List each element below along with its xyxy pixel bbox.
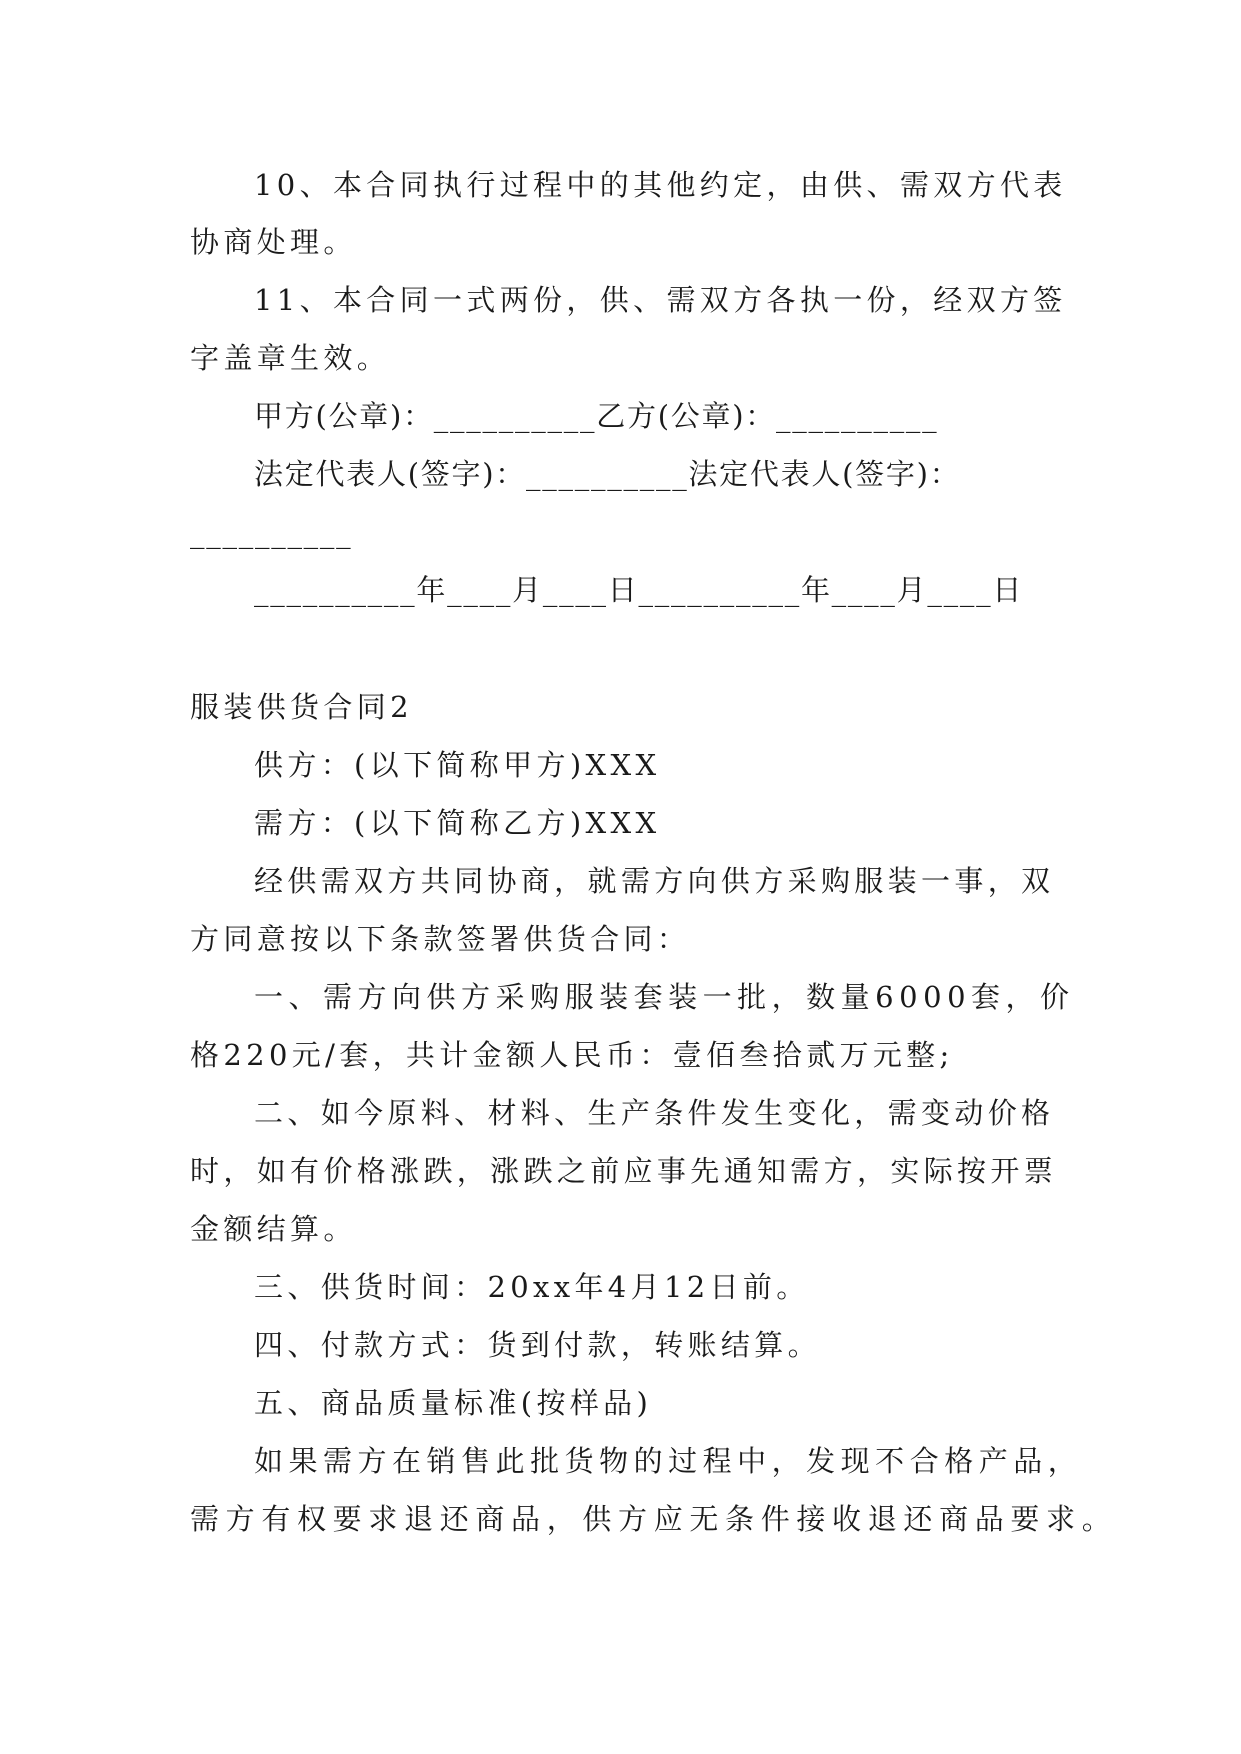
item-1-line-2: 格220元/套，共计金额人民币：壹佰叁拾贰万元整; — [190, 1038, 954, 1072]
item-2-line-1: 二、如今原料、材料、生产条件发生变化，需变动价格 — [254, 1096, 1055, 1130]
buyer-line: 需方：(以下简称乙方)XXX — [254, 806, 661, 840]
intro-line-1: 经供需双方共同协商，就需方向供方采购服装一事，双 — [254, 864, 1055, 898]
item-2-line-3: 金额结算。 — [190, 1212, 357, 1246]
date-line: __________年____月____日__________年____月____日 — [254, 573, 1024, 607]
section-title: 服装供货合同2 — [190, 690, 413, 724]
item-4-line: 四、付款方式：货到付款，转账结算。 — [254, 1328, 821, 1362]
intro-line-2: 方同意按以下条款签署供货合同： — [190, 922, 691, 956]
item-1-line-1: 一、需方向供方采购服装套装一批，数量6000套，价 — [254, 980, 1075, 1014]
clause-10-line-1: 10、本合同执行过程中的其他约定，由供、需双方代表 — [254, 168, 1067, 202]
item-5-line: 五、商品质量标准(按样品) — [254, 1386, 653, 1420]
signature-rep-line-2: __________ — [190, 515, 353, 549]
clause-11-line-1: 11、本合同一式两份，供、需双方各执一份，经双方签 — [254, 283, 1067, 317]
clause-10-line-2: 协商处理。 — [190, 225, 357, 259]
item-5-detail-line-1: 如果需方在销售此批货物的过程中，发现不合格产品， — [254, 1444, 1083, 1478]
item-3-line: 三、供货时间：20xx年4月12日前。 — [254, 1270, 810, 1304]
item-5-detail-line-2: 需方有权要求退还商品，供方应无条件接收退还商品要求。 — [190, 1502, 1118, 1536]
signature-rep-line-1: 法定代表人(签字)：__________法定代表人(签字)： — [254, 457, 961, 491]
signature-party-line: 甲方(公章)：__________乙方(公章)：__________ — [254, 399, 939, 433]
supplier-line: 供方：(以下简称甲方)XXX — [254, 748, 661, 782]
item-2-line-2: 时，如有价格涨跌，涨跌之前应事先通知需方，实际按开票 — [190, 1154, 1058, 1188]
clause-11-line-2: 字盖章生效。 — [190, 341, 391, 375]
